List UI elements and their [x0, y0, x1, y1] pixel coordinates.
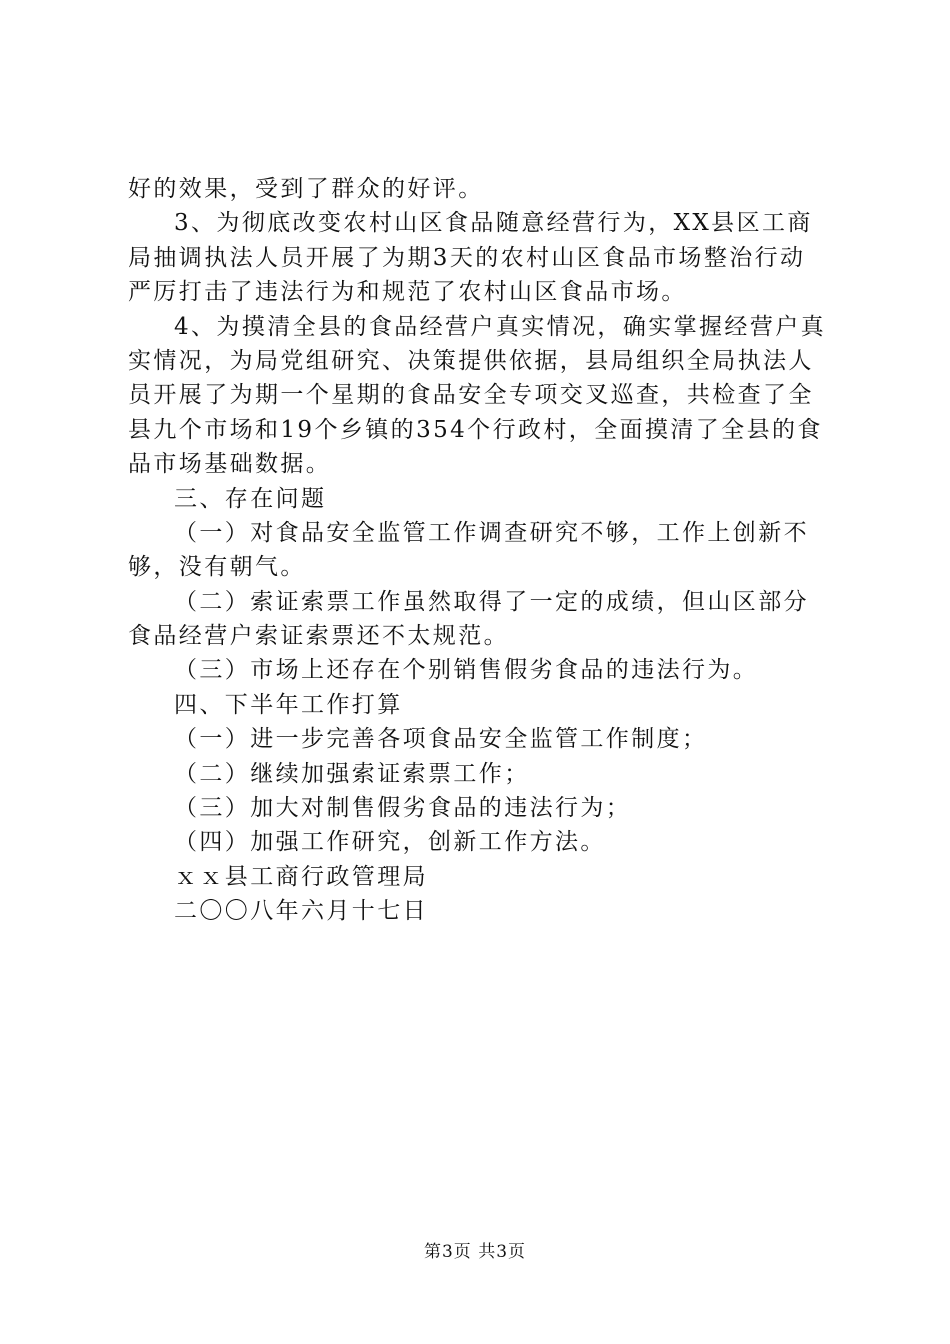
signature-date: 二〇〇八年六月十七日 — [174, 898, 428, 925]
item-4-line: 4、为摸清全县的食品经营户真实情况，确实掌握经营户真 — [174, 313, 827, 340]
body-line: 县九个市场和19个乡镇的354个行政村，全面摸清了全县的食 — [128, 416, 823, 443]
plan-item-3: （三）加大对制售假劣食品的违法行为； — [174, 795, 632, 822]
item-3-line: 3、为彻底改变农村山区食品随意经营行为，XX县区工商 — [174, 210, 813, 237]
signature-organization: ｘｘ县工商行政管理局 — [174, 863, 428, 890]
body-line: 严厉打击了违法行为和规范了农村山区食品市场。 — [128, 279, 687, 306]
plan-item-4: （四）加强工作研究，创新工作方法。 — [174, 829, 606, 856]
plan-item-1: （一）进一步完善各项食品安全监管工作制度； — [174, 726, 708, 753]
body-line: 员开展了为期一个星期的食品安全专项交叉巡查，共检查了全 — [128, 382, 814, 409]
problem-item-1: （一）对食品安全监管工作调查研究不够，工作上创新不 — [174, 519, 809, 546]
section-heading-3: 三、存在问题 — [174, 485, 327, 512]
body-line: 实情况，为局党组研究、决策提供依据，县局组织全局执法人 — [128, 347, 814, 374]
body-line: 食品经营户索证索票还不太规范。 — [128, 623, 509, 650]
body-line: 好的效果，受到了群众的好评。 — [128, 176, 484, 202]
page-number-footer: 第3页 共3页 — [423, 1242, 527, 1262]
body-line: 品市场基础数据。 — [128, 451, 332, 478]
document-body — [128, 172, 832, 929]
plan-item-2: （二）继续加强索证索票工作； — [174, 760, 530, 787]
section-heading-4: 四、下半年工作打算 — [174, 691, 403, 718]
problem-item-2: （二）索证索票工作虽然取得了一定的成绩，但山区部分 — [174, 588, 809, 615]
body-line: 局抽调执法人员开展了为期3天的农村山区食品市场整治行动 — [128, 244, 806, 271]
body-line: 够，没有朝气。 — [128, 554, 306, 581]
problem-item-3: （三）市场上还存在个别销售假劣食品的违法行为。 — [174, 657, 759, 684]
